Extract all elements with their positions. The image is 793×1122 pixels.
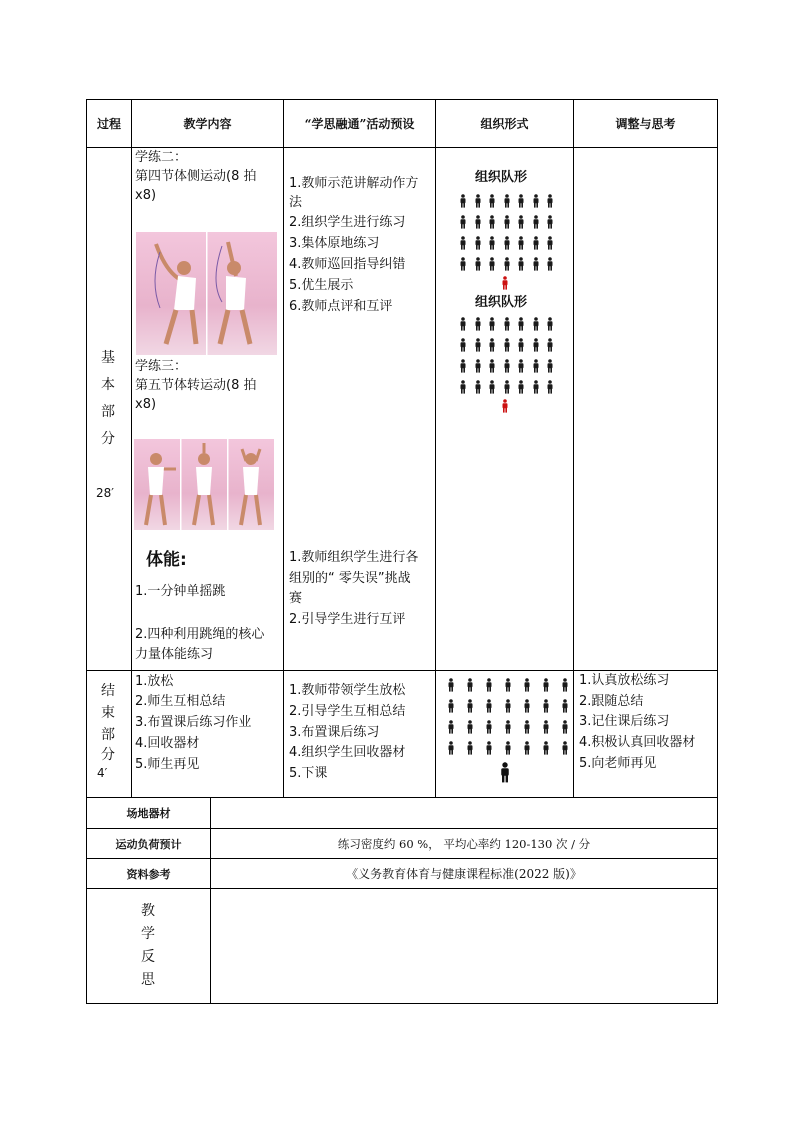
- person-icon: [561, 719, 569, 738]
- person-icon: [532, 235, 540, 254]
- person-icon: [532, 256, 540, 275]
- exercise2-desc-cont: x8): [135, 188, 157, 203]
- person-icon: [488, 358, 496, 377]
- basic-label-char: 基: [101, 350, 115, 366]
- person-icon: [488, 235, 496, 254]
- formation-title-1: 组织队形: [475, 170, 528, 185]
- person-icon: [447, 740, 455, 759]
- header-adjustment: 调整与思考: [615, 117, 676, 131]
- reflection-char: 思: [141, 972, 155, 988]
- person-icon: [532, 316, 540, 335]
- end-label-char: 束: [101, 705, 115, 721]
- person-icon: [517, 337, 525, 356]
- activity-item: 1.教师示范讲解动作方: [289, 176, 419, 191]
- person-icon: [488, 316, 496, 335]
- end-activity-item: 2.引导学生互相总结: [289, 704, 406, 719]
- reference-label: 资料参考: [126, 867, 171, 881]
- formation-title-2: 组织队形: [475, 295, 528, 310]
- end-label-char: 结: [101, 683, 115, 699]
- load-label: 运动负荷预计: [115, 837, 182, 851]
- person-icon: [459, 358, 467, 377]
- side-bend-photo: [136, 232, 277, 355]
- person-icon: [532, 193, 540, 212]
- teacher-icon: [501, 275, 509, 294]
- person-icon: [503, 337, 511, 356]
- end-activity-item: 4.组织学生回收器材: [289, 745, 406, 760]
- header-organization: 组织形式: [480, 117, 529, 131]
- person-icon: [523, 740, 531, 759]
- person-icon: [474, 316, 482, 335]
- activity-item: 2.组织学生进行练习: [289, 215, 406, 230]
- fitness-activity-item: 2.引导学生进行互评: [289, 612, 406, 627]
- person-icon: [542, 698, 550, 717]
- person-icon: [523, 719, 531, 738]
- basic-label-char: 部: [101, 404, 115, 420]
- person-icon: [474, 235, 482, 254]
- person-icon: [561, 740, 569, 759]
- basic-label-char: 分: [101, 431, 115, 447]
- fitness-item-1: 1.一分钟单摇跳: [135, 584, 226, 599]
- person-icon: [546, 214, 554, 233]
- fitness-item-2: 2.四种利用跳绳的核心: [135, 627, 265, 642]
- person-icon: [459, 193, 467, 212]
- end-adjust-item: 2.跟随总结: [579, 694, 644, 709]
- person-icon: [546, 256, 554, 275]
- fitness-item-2-cont: 力量体能练习: [135, 647, 214, 662]
- person-icon: [546, 193, 554, 212]
- end-activity-item: 1.教师带领学生放松: [289, 683, 406, 698]
- person-icon: [532, 214, 540, 233]
- end-content-item: 4.回收器材: [135, 736, 200, 751]
- person-icon: [447, 698, 455, 717]
- person-icon: [546, 379, 554, 398]
- person-icon: [517, 379, 525, 398]
- end-label-char: 分: [101, 747, 115, 763]
- venue-value: [211, 798, 717, 828]
- person-icon: [488, 214, 496, 233]
- person-icon: [523, 698, 531, 717]
- person-icon: [474, 256, 482, 275]
- person-icon: [542, 740, 550, 759]
- person-icon: [466, 719, 474, 738]
- header-process: 过程: [96, 117, 121, 131]
- header-content: 教学内容: [183, 117, 232, 131]
- person-icon: [561, 698, 569, 717]
- person-icon: [542, 719, 550, 738]
- person-icon: [542, 677, 550, 696]
- person-icon: [459, 316, 467, 335]
- person-icon: [532, 379, 540, 398]
- person-icon: [459, 379, 467, 398]
- person-icon: [466, 740, 474, 759]
- person-icon: [517, 316, 525, 335]
- activity-item: 3.集体原地练习: [289, 236, 380, 251]
- venue-label: 场地器材: [126, 807, 171, 820]
- end-adjust-item: 1.认真放松练习: [579, 673, 670, 688]
- person-icon: [503, 256, 511, 275]
- person-icon: [517, 193, 525, 212]
- exercise3-title: 学练三：: [135, 359, 188, 374]
- person-icon: [474, 337, 482, 356]
- person-icon: [474, 193, 482, 212]
- end-content-item: 3.布置课后练习作业: [135, 715, 252, 730]
- activity-item: 法: [289, 195, 303, 210]
- reference-value: 《义务教育体育与健康课程标准(2022 版)》: [346, 867, 582, 881]
- reflection-char: 教: [141, 903, 155, 919]
- body-twist-photo: [134, 439, 274, 530]
- person-icon: [546, 358, 554, 377]
- person-icon: [503, 235, 511, 254]
- person-icon: [517, 214, 525, 233]
- end-activity-item: 3.布置课后练习: [289, 725, 380, 740]
- person-icon: [504, 740, 512, 759]
- person-icon: [474, 358, 482, 377]
- fitness-activity-item: 1.教师组织学生进行各: [289, 550, 419, 565]
- person-icon: [532, 358, 540, 377]
- person-icon: [488, 379, 496, 398]
- teacher-icon: [499, 762, 511, 787]
- reflection-char: 反: [141, 949, 155, 965]
- person-icon: [474, 214, 482, 233]
- person-icon: [488, 337, 496, 356]
- exercise3-desc: 第五节体转运动(8 拍: [135, 378, 257, 393]
- person-icon: [485, 740, 493, 759]
- person-icon: [485, 677, 493, 696]
- person-icon: [504, 719, 512, 738]
- person-icon: [517, 235, 525, 254]
- end-adjust-item: 3.记住课后练习: [579, 714, 670, 729]
- person-icon: [466, 677, 474, 696]
- person-icon: [459, 337, 467, 356]
- end-activity-item: 5.下课: [289, 766, 328, 781]
- fitness-activity-item: 组别的“ 零失误”挑战: [289, 571, 411, 586]
- basic-label-char: 本: [101, 377, 115, 393]
- fitness-activity-item: 赛: [289, 591, 303, 606]
- person-icon: [517, 358, 525, 377]
- person-icon: [546, 235, 554, 254]
- person-icon: [447, 719, 455, 738]
- person-icon: [488, 193, 496, 212]
- exercise2-desc: 第四节体侧运动(8 拍: [135, 169, 257, 184]
- person-icon: [503, 193, 511, 212]
- end-content-item: 1.放松: [135, 674, 174, 689]
- teacher-icon: [501, 398, 509, 417]
- person-icon: [503, 214, 511, 233]
- person-icon: [459, 214, 467, 233]
- person-icon: [561, 677, 569, 696]
- person-icon: [546, 337, 554, 356]
- person-icon: [503, 379, 511, 398]
- person-icon: [466, 698, 474, 717]
- basic-time: 28′: [96, 486, 114, 500]
- person-icon: [459, 235, 467, 254]
- person-icon: [523, 677, 531, 696]
- person-icon: [474, 379, 482, 398]
- person-icon: [485, 698, 493, 717]
- header-activity: “学思融通”活动预设: [304, 117, 415, 131]
- person-icon: [488, 256, 496, 275]
- exercise2-title: 学练二：: [135, 150, 188, 165]
- exercise3-desc-cont: x8): [135, 397, 157, 412]
- person-icon: [517, 256, 525, 275]
- person-icon: [532, 337, 540, 356]
- end-content-item: 5.师生再见: [135, 757, 200, 772]
- activity-item: 4.教师巡回指导纠错: [289, 257, 406, 272]
- person-icon: [503, 316, 511, 335]
- end-adjust-item: 4.积极认真回收器材: [579, 735, 696, 750]
- reflection-area: [211, 889, 717, 1003]
- end-label-char: 部: [101, 727, 115, 743]
- end-time: 4′: [97, 766, 108, 780]
- reflection-char: 学: [141, 926, 155, 942]
- activity-item: 6.教师点评和互评: [289, 299, 393, 314]
- person-icon: [459, 256, 467, 275]
- person-icon: [447, 677, 455, 696]
- fitness-title: 体能:: [146, 550, 187, 570]
- person-icon: [504, 698, 512, 717]
- end-content-item: 2.师生互相总结: [135, 694, 226, 709]
- person-icon: [503, 358, 511, 377]
- load-value: 练习密度约 60 %， 平均心率约 120-130 次 / 分: [337, 836, 591, 851]
- person-icon: [546, 316, 554, 335]
- person-icon: [504, 677, 512, 696]
- person-icon: [485, 719, 493, 738]
- activity-item: 5.优生展示: [289, 278, 354, 293]
- end-adjust-item: 5.向老师再见: [579, 756, 657, 771]
